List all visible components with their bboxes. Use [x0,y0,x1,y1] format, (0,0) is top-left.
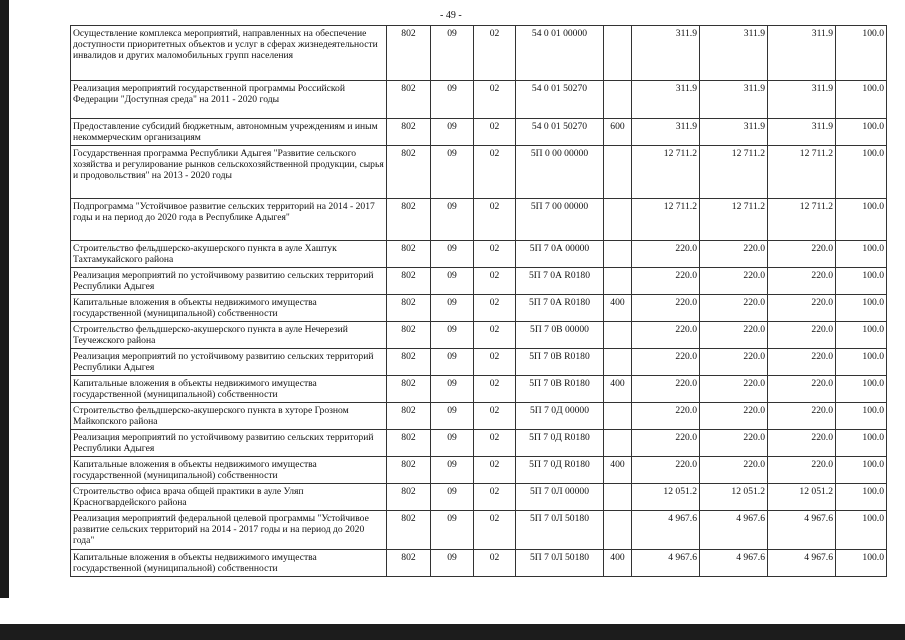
row-amount-2: 220.0 [700,349,768,376]
row-name: Реализация мероприятий по устойчивому развитию сельских территорий Республики Адыгея [71,430,387,457]
row-amount-1: 220.0 [632,376,700,403]
row-grbs-code: 802 [387,430,431,457]
row-name: Реализация мероприятий государственной программы Российской Федерации "Доступная среда" на 2011 - 2020 годы [71,81,387,119]
row-target-article: 5П 7 0А 00000 [516,241,604,268]
row-target-article: 5П 7 0Д R0180 [516,457,604,484]
table-row [71,376,887,403]
row-target-article: 5П 7 0В R0180 [516,376,604,403]
row-expense-type: 600 [604,119,632,146]
row-section-code: 09 [431,511,474,550]
row-amount-1: 12 711.2 [632,146,700,199]
row-percent: 100.0 [836,403,887,430]
row-grbs-code: 802 [387,295,431,322]
row-amount-1: 220.0 [632,403,700,430]
row-subsection-code: 02 [474,403,516,430]
row-amount-3: 220.0 [768,322,836,349]
row-amount-2: 4 967.6 [700,511,768,550]
row-target-article: 5П 7 0Д R0180 [516,430,604,457]
table-row [71,146,887,199]
row-grbs-code: 802 [387,146,431,199]
row-target-article: 54 0 01 50270 [516,119,604,146]
row-section-code: 09 [431,81,474,119]
row-grbs-code: 802 [387,457,431,484]
row-name: Реализация мероприятий федеральной целевой программы "Устойчивое развитие сельских территорий на 2014 - 2017 годы и на период до 2020 года" [71,511,387,550]
row-target-article: 5П 7 00 00000 [516,199,604,241]
row-subsection-code: 02 [474,376,516,403]
row-amount-3: 12 051.2 [768,484,836,511]
row-target-article: 5П 7 0Л 50180 [516,511,604,550]
table-row [71,119,887,146]
row-percent: 100.0 [836,146,887,199]
row-amount-3: 220.0 [768,430,836,457]
row-name: Строительство фельдшерско-акушерского пункта в ауле Нечерезий Теучежского района [71,322,387,349]
row-amount-2: 220.0 [700,295,768,322]
row-subsection-code: 02 [474,268,516,295]
row-name: Предоставление субсидий бюджетным, автономным учреждениям и иным некоммерческим организациям [71,119,387,146]
row-amount-2: 220.0 [700,376,768,403]
row-target-article: 5П 7 0Л 00000 [516,484,604,511]
row-percent: 100.0 [836,457,887,484]
row-amount-3: 220.0 [768,403,836,430]
row-subsection-code: 02 [474,430,516,457]
row-amount-1: 12 711.2 [632,199,700,241]
row-grbs-code: 802 [387,349,431,376]
row-amount-1: 12 051.2 [632,484,700,511]
scan-bottom-edge [0,624,905,640]
row-section-code: 09 [431,322,474,349]
row-subsection-code: 02 [474,322,516,349]
row-section-code: 09 [431,349,474,376]
row-subsection-code: 02 [474,457,516,484]
row-amount-2: 220.0 [700,322,768,349]
row-percent: 100.0 [836,81,887,119]
row-amount-3: 12 711.2 [768,146,836,199]
row-target-article: 5П 7 0Д 00000 [516,403,604,430]
row-percent: 100.0 [836,26,887,81]
row-grbs-code: 802 [387,26,431,81]
row-percent: 100.0 [836,376,887,403]
row-expense-type [604,241,632,268]
table-row [71,26,887,81]
table-row [71,511,887,550]
row-name: Реализация мероприятий по устойчивому развитию сельских территорий Республики Адыгея [71,268,387,295]
row-grbs-code: 802 [387,511,431,550]
row-expense-type [604,199,632,241]
table-row [71,199,887,241]
row-section-code: 09 [431,241,474,268]
row-amount-1: 220.0 [632,322,700,349]
row-amount-2: 220.0 [700,268,768,295]
row-amount-3: 220.0 [768,268,836,295]
row-percent: 100.0 [836,295,887,322]
row-name: Осуществление комплекса мероприятий, направленных на обеспечение доступности приоритетных объектов и услуг в сферах жизнедеятельности инвалидов и других маломобильных групп населения [71,26,387,81]
row-section-code: 09 [431,430,474,457]
row-target-article: 5П 7 0А R0180 [516,295,604,322]
row-amount-1: 311.9 [632,119,700,146]
row-expense-type: 400 [604,457,632,484]
row-expense-type: 400 [604,295,632,322]
row-amount-1: 220.0 [632,430,700,457]
table-row [71,268,887,295]
row-expense-type [604,322,632,349]
row-percent: 100.0 [836,268,887,295]
row-grbs-code: 802 [387,199,431,241]
row-target-article: 54 0 01 50270 [516,81,604,119]
row-expense-type [604,26,632,81]
row-grbs-code: 802 [387,376,431,403]
row-expense-type [604,511,632,550]
row-grbs-code: 802 [387,119,431,146]
row-section-code: 09 [431,376,474,403]
row-amount-1: 220.0 [632,349,700,376]
row-target-article: 5П 7 0В R0180 [516,349,604,376]
row-section-code: 09 [431,199,474,241]
row-expense-type [604,484,632,511]
row-amount-1: 220.0 [632,295,700,322]
row-amount-1: 220.0 [632,457,700,484]
scan-left-edge [0,0,9,598]
budget-table [70,25,887,577]
row-grbs-code: 802 [387,322,431,349]
row-amount-1: 311.9 [632,26,700,81]
row-name: Капитальные вложения в объекты недвижимого имущества государственной (муниципальной) собственности [71,457,387,484]
row-name: Строительство фельдшерско-акушерского пункта в ауле Хаштук Тахтамукайского района [71,241,387,268]
row-section-code: 09 [431,119,474,146]
row-name: Государственная программа Республики Адыгея "Развитие сельского хозяйства и регулирование рынков сельскохозяйственной продукции, сырья и продовольствия" на 2013 - 2020 годы [71,146,387,199]
row-name: Подпрограмма "Устойчивое развитие сельских территорий на 2014 - 2017 годы и на период до 2020 года в Республике Адыгея" [71,199,387,241]
row-amount-1: 220.0 [632,268,700,295]
row-amount-2: 220.0 [700,241,768,268]
row-percent: 100.0 [836,199,887,241]
row-amount-3: 4 967.6 [768,511,836,550]
row-percent: 100.0 [836,484,887,511]
row-section-code: 09 [431,457,474,484]
row-amount-1: 220.0 [632,241,700,268]
table-row [71,322,887,349]
row-expense-type [604,268,632,295]
row-grbs-code: 802 [387,268,431,295]
row-amount-3: 220.0 [768,349,836,376]
row-amount-1: 311.9 [632,81,700,119]
row-section-code: 09 [431,146,474,199]
row-target-article: 5П 7 0Л 50180 [516,550,604,577]
row-amount-2: 12 711.2 [700,146,768,199]
row-expense-type [604,430,632,457]
row-amount-3: 311.9 [768,119,836,146]
row-subsection-code: 02 [474,81,516,119]
row-name: Реализация мероприятий по устойчивому развитию сельских территорий Республики Адыгея [71,349,387,376]
row-percent: 100.0 [836,550,887,577]
row-subsection-code: 02 [474,146,516,199]
row-name: Капитальные вложения в объекты недвижимого имущества государственной (муниципальной) собственности [71,550,387,577]
row-percent: 100.0 [836,349,887,376]
row-amount-3: 220.0 [768,457,836,484]
row-amount-2: 220.0 [700,430,768,457]
row-amount-1: 4 967.6 [632,550,700,577]
row-amount-2: 311.9 [700,119,768,146]
table-row [71,457,887,484]
row-name: Строительство офиса врача общей практики в ауле Уляп Красногвардейского района [71,484,387,511]
row-expense-type: 400 [604,550,632,577]
row-grbs-code: 802 [387,550,431,577]
row-name: Капитальные вложения в объекты недвижимого имущества государственной (муниципальной) собственности [71,295,387,322]
row-amount-3: 220.0 [768,295,836,322]
table-row [71,81,887,119]
row-percent: 100.0 [836,119,887,146]
row-target-article: 54 0 01 00000 [516,26,604,81]
table-row [71,403,887,430]
row-subsection-code: 02 [474,484,516,511]
row-section-code: 09 [431,268,474,295]
row-amount-2: 311.9 [700,26,768,81]
row-subsection-code: 02 [474,295,516,322]
table-row [71,241,887,268]
row-amount-2: 4 967.6 [700,550,768,577]
row-grbs-code: 802 [387,241,431,268]
row-grbs-code: 802 [387,484,431,511]
row-amount-2: 12 711.2 [700,199,768,241]
row-name: Капитальные вложения в объекты недвижимого имущества государственной (муниципальной) собственности [71,376,387,403]
row-percent: 100.0 [836,511,887,550]
row-grbs-code: 802 [387,81,431,119]
row-subsection-code: 02 [474,511,516,550]
row-grbs-code: 802 [387,403,431,430]
row-amount-2: 311.9 [700,81,768,119]
page-number: - 49 - [440,10,462,21]
row-subsection-code: 02 [474,349,516,376]
row-section-code: 09 [431,550,474,577]
row-amount-1: 4 967.6 [632,511,700,550]
row-expense-type [604,403,632,430]
row-expense-type: 400 [604,376,632,403]
row-amount-2: 12 051.2 [700,484,768,511]
table-row [71,349,887,376]
row-subsection-code: 02 [474,199,516,241]
table-row [71,550,887,577]
row-amount-2: 220.0 [700,403,768,430]
row-target-article: 5П 7 0В 00000 [516,322,604,349]
row-expense-type [604,146,632,199]
row-subsection-code: 02 [474,241,516,268]
row-section-code: 09 [431,403,474,430]
row-amount-3: 220.0 [768,241,836,268]
row-subsection-code: 02 [474,119,516,146]
table-row [71,430,887,457]
row-percent: 100.0 [836,241,887,268]
table-row [71,295,887,322]
row-amount-3: 4 967.6 [768,550,836,577]
row-section-code: 09 [431,484,474,511]
row-amount-3: 12 711.2 [768,199,836,241]
row-subsection-code: 02 [474,26,516,81]
row-target-article: 5П 0 00 00000 [516,146,604,199]
row-subsection-code: 02 [474,550,516,577]
row-percent: 100.0 [836,430,887,457]
row-name: Строительство фельдшерско-акушерского пункта в хуторе Грозном Майкопского района [71,403,387,430]
row-amount-3: 311.9 [768,81,836,119]
table-row [71,484,887,511]
row-percent: 100.0 [836,322,887,349]
row-expense-type [604,81,632,119]
row-section-code: 09 [431,295,474,322]
row-amount-3: 220.0 [768,376,836,403]
row-amount-2: 220.0 [700,457,768,484]
row-amount-3: 311.9 [768,26,836,81]
row-expense-type [604,349,632,376]
row-section-code: 09 [431,26,474,81]
table-body [71,26,887,577]
row-target-article: 5П 7 0А R0180 [516,268,604,295]
